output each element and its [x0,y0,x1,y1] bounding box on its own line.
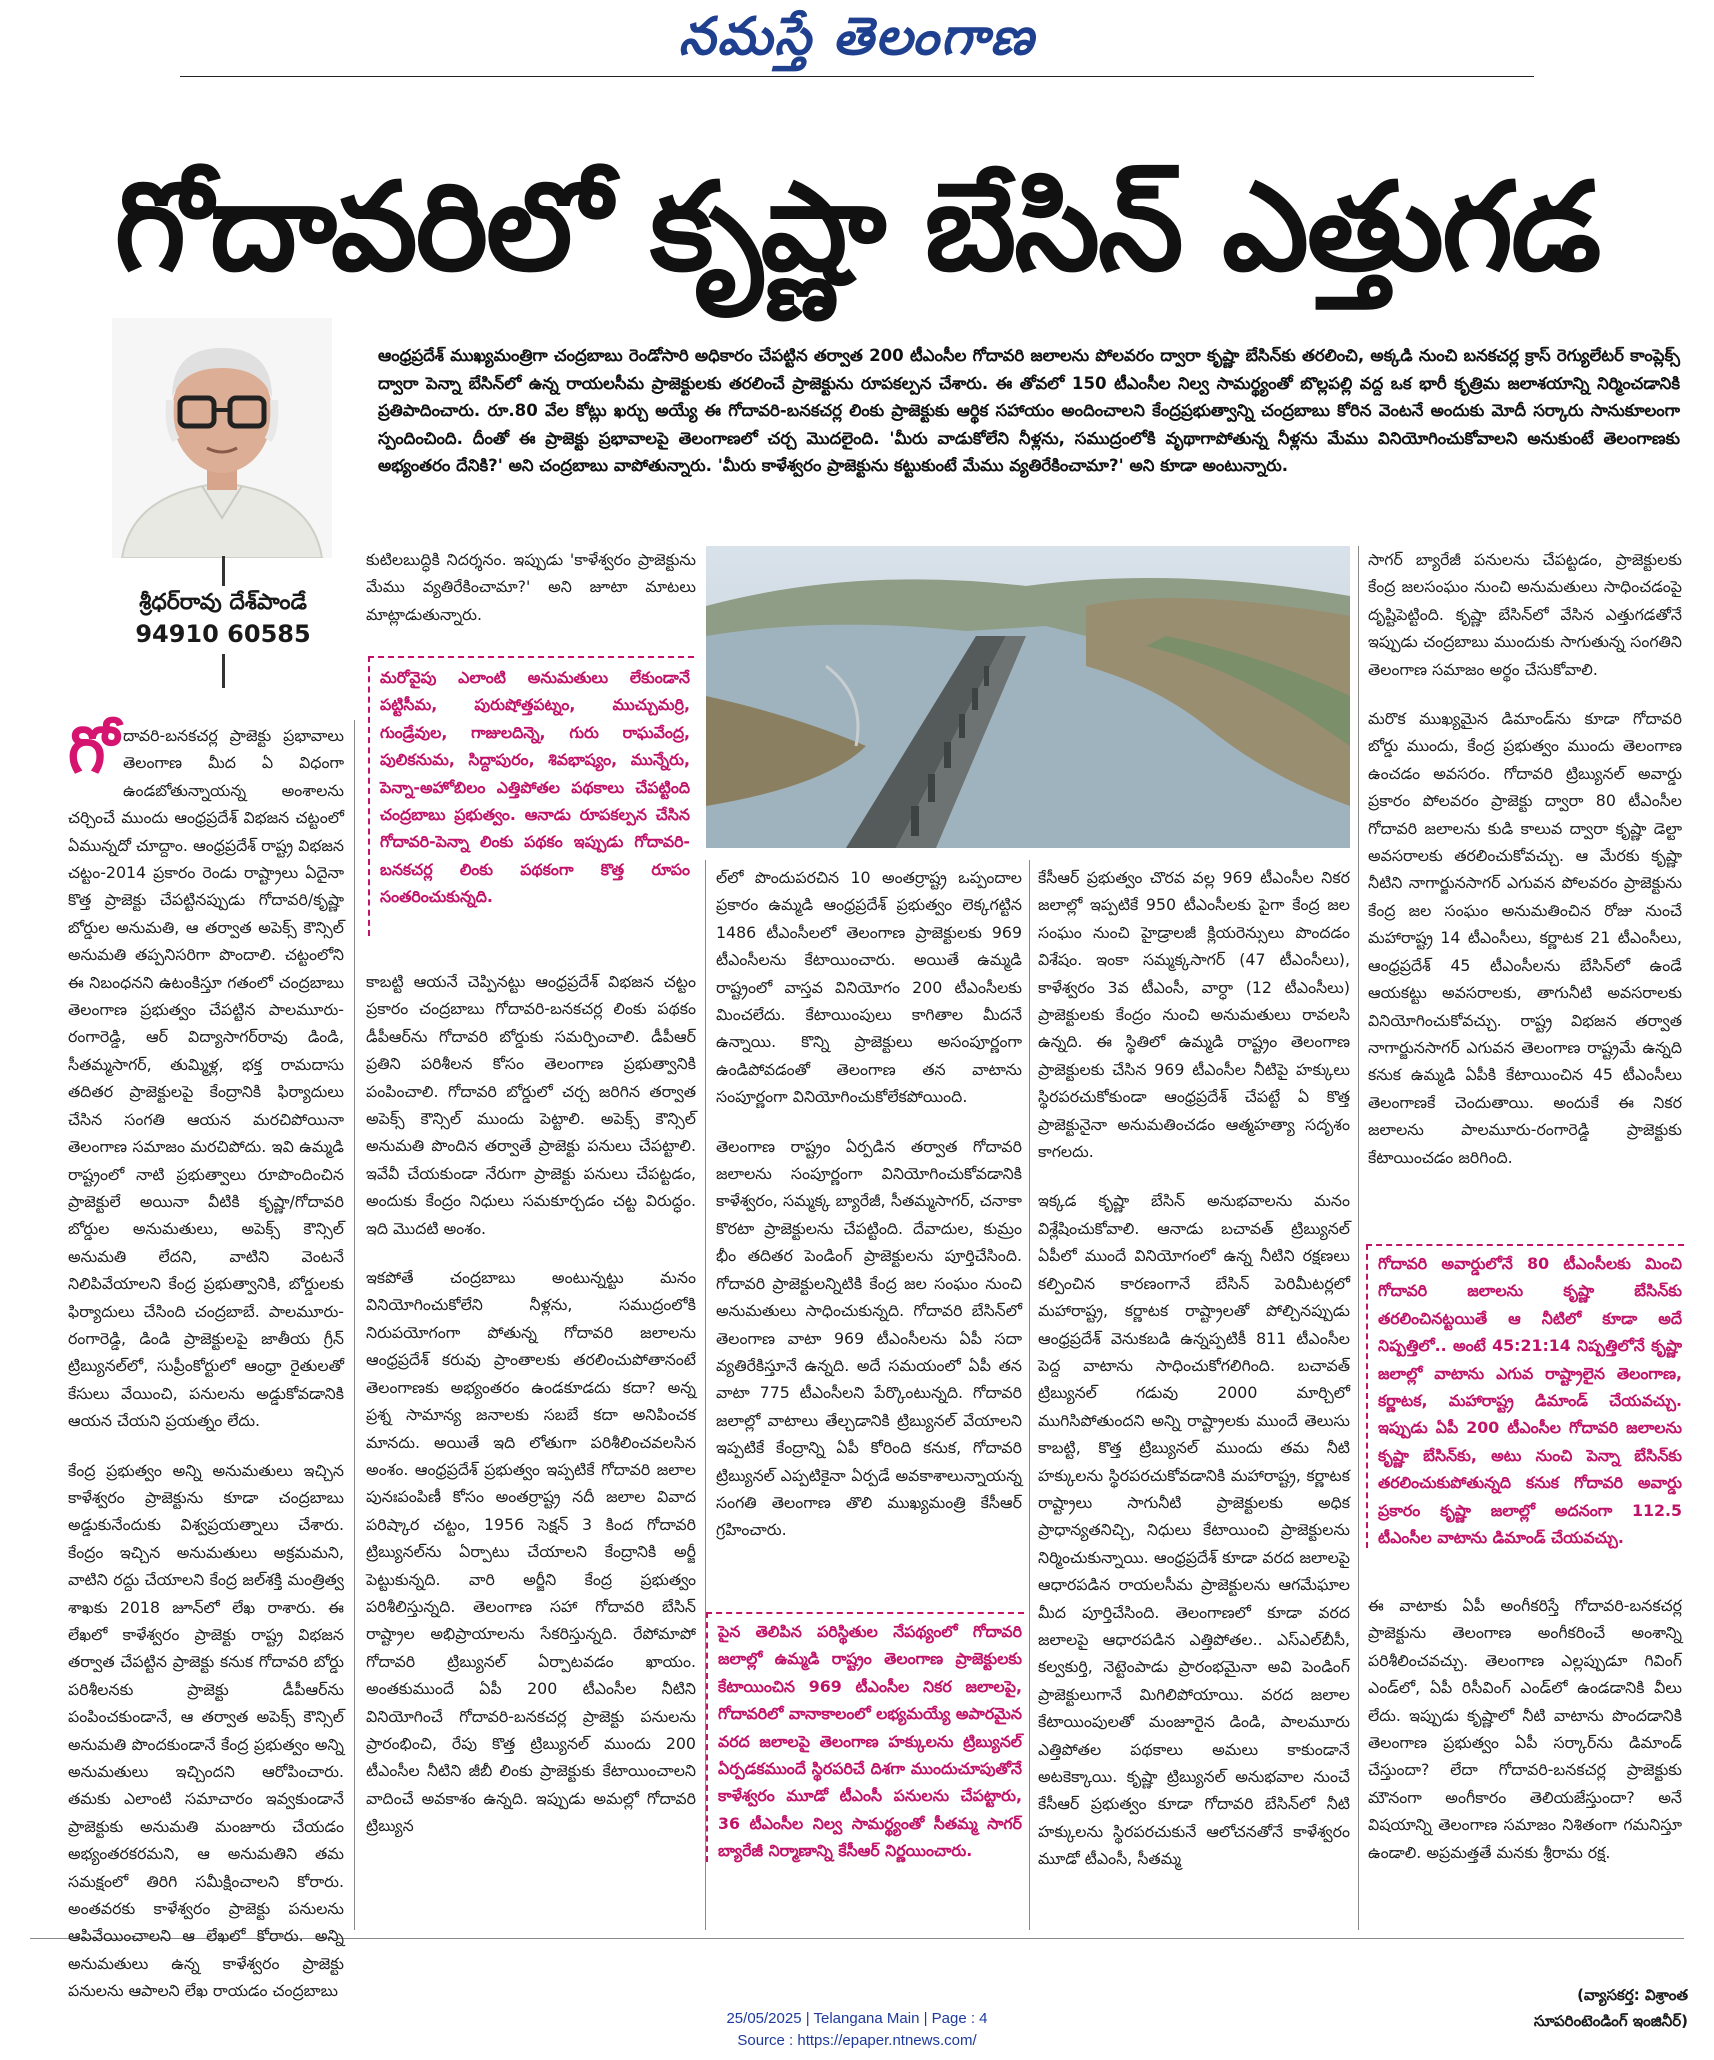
col1-paragraph-1 [68,714,344,1435]
article-column-1 [68,714,344,2005]
col2-paragraph-1: కాబట్టి ఆయనే చెప్పినట్టు ఆంధ్రప్రదేశ్ విభజన చట్టం ప్రకారం చంద్రబాబు గోదావరి-బనకచర్ల లింకు పథకం డీపీఆర్‌ను గోదావరి బోర్డుకు సమర్పించాలి. డీపీఆర్ ప్రతిని పరిశీలన కోసం తెలంగాణ ప్రభుత్వానికి పంపించాలి. గోదావరి బోర్డులో చర్చ జరిగిన తర్వాత అపెక్స్ కౌన్సిల్ ముందు పెట్టాలి. అపెక్స్ కౌన్సిల్ అనుమతి పొందిన తర్వాతే ప్రాజెక్టు పనులు చేపట్టాలి. ఇవేవీ చేయకుండా నేరుగా ప్రాజెక్టు పనులు చేపట్టడం, అందుకు కేంద్రం నిధులు సమకూర్చడం చట్ట విరుద్ధం. ఇది మొదటి అంశం. [366,972,696,1238]
col4-paragraph-2: ఇక్కడ కృష్ణా బేసిన్ అనుభవాలను మనం విశ్లేషించుకోవాలి. ఆనాడు బచావత్ ట్రిబ్యునల్ ఏపీలో ముందే వినియోగంలో ఉన్న నీటిని రక్షణలు కల్పించిన కారణంగానే బేసిన్ పెరిమీటర్లలో మహారాష్ట్ర, కర్ణాటక రాష్ట్రాలతో పోల్చినప్పుడు ఆంధ్రప్రదేశ్ వెనుకబడి ఉన్నప్పటికీ 811 టీఎంసీల పెద్ద వాటాను సాధించుకోగలిగింది. బచావత్ ట్రిబ్యునల్ గడువు 2000 మార్చిలో ముగిసిపోతుందని అన్ని రాష్ట్రాలకు ముందే తెలుసు కాబట్టి, కొత్త ట్రిబ్యునల్ ముందు తమ నీటి హక్కులను స్థిరపరచుకోవడానికి మహారాష్ట్ర, కర్ణాటక రాష్ట్రాలు సాగునీటి ప్రాజెక్టులకు అధిక ప్రాధాన్యతనిచ్చి, నిధులు కేటాయించి ప్రాజెక్టులను నిర్మించుకున్నాయి. ఆంధ్రప్రదేశ్ కూడా వరద జలాలపై ఆధారపడిన రాయలసీమ ప్రాజెక్టులను ఆగమేఘాల మీద పూర్తిచేసింది. తెలంగాణలో కూడా వరద జలాలపై ఆధారపడిన ఎత్తిపోతల.. ఎస్ఎల్‌బీసీ, కల్వకుర్తి, నెట్టెంపాడు ప్రారంభమైనా అవి పెండింగ్ ప్రాజెక్టులుగానే మిగిలిపోయాయి. వరద జలాల కేటాయింపులతో మంజూరైన డిండి, పాలమూరు ఎత్తిపోతల పథకాలు అమలు కాకుండానే అటకెక్కాయి. కృష్ణా ట్రిబ్యునల్ అనుభవాల నుంచే కేసీఆర్ ప్రభుత్వం కూడా గోదావరి బేసిన్‌లో నీటి హక్కులను స్థిరపరచుకునే ఆలోచనతోనే కాళేశ్వరం మూడో టీఎంసీ, సీతమ్మ [1038,1191,1350,1869]
author-portrait-image [112,318,332,558]
news-photo-barrage [706,546,1350,848]
pullquote-col3: పైన తెలిపిన పరిస్థితుల నేపథ్యంలో గోదావరి జలాల్లో ఉమ్మడి రాష్ట్రం తెలంగాణ ప్రాజెక్టులకు కేటాయించిన 969 టీఎంసీల నికర జలాలపై, గోదావరిలో వానాకాలంలో లభ్యమయ్యే అపారమైన వరద జలాలపై తెలంగాణ హక్కులను ట్రిబ్యునల్ ఏర్పడకముందే స్థిరపరిచే దిశగా ముందుచూపుతోనే కాళేశ్వరం మూడో టీఎంసీ పనులను చేపట్టారు, 36 టీఎంసీల నిల్వ సామర్థ్యంతో సీతమ్మ సాగర్ బ్యారేజీ నిర్మాణాన్ని కేసీఆర్ నిర్ణయించారు. [718,1622,1022,1861]
col1-paragraph-2: కేంద్ర ప్రభుత్వం అన్ని అనుమతులు ఇచ్చిన కాళేశ్వరం ప్రాజెక్టును కూడా చంద్రబాబు అడ్డుకునేందుకు విశ్వప్రయత్నాలు చేశారు. కేంద్రం ఇచ్చిన అనుమతులు అక్రమమని, వాటిని రద్దు చేయాలని కేంద్ర జల్‌శక్తి మంత్రిత్వ శాఖకు 2018 జూన్‌లో లేఖ రాశారు. ఈ లేఖలో కాళేశ్వరం ప్రాజెక్టు రాష్ట్ర విభజన తర్వాత చేపట్టిన ప్రాజెక్టు కనుక గోదావరి బోర్డు పరిశీలనకు ప్రాజెక్టు డీపీఆర్‌ను పంపించకుండానే, ఆ తర్వాత అపెక్స్ కౌన్సిల్ అనుమతి పొందకుండానే కేంద్ర ప్రభుత్వం అన్ని అనుమతులు ఇచ్చిందని ఆరోపించారు. తమకు ఎలాంటి సమాచారం ఇవ్వకుండానే ప్రాజెక్టుకు అనుమతి మంజూరు చేయడం అభ్యంతరకరమని, ఆ అనుమతిని తమ సమక్షంలో తిరిగి సమీక్షించాలని కోరారు. అంతవరకు కాళేశ్వరం ప్రాజెక్టు పనులను ఆపివేయించాలని ఆ లేఖలో కోరారు. అన్ని అనుమతులు ఉన్న కాళేశ్వరం ప్రాజెక్టు పనులను ఆపాలని లేఖ రాయడం చంద్రబాబు [68,1460,344,2001]
pullquote-border [368,656,374,936]
footer-date-page: 25/05/2025 | Telangana Main | Page : 4 [726,2010,988,2027]
col5-paragraph-0: సాగర్ బ్యారేజీ పనులను చేపట్టడం, ప్రాజెక్టులకు కేంద్ర జలసంఘం నుంచి అనుమతులు సాధించడంపై దృష్టిపెట్టింది. కృష్ణా బేసిన్‌లో వేసిన ఎత్తుగడతోనే ఇప్పుడు చంద్రబాబు ముందుకు సాగుతున్న సంగతిని తెలంగాణ సమాజం అర్థం చేసుకోవాలి. [1368,550,1682,679]
drop-cap: గో [68,714,119,788]
author-phone: 94910 60585 [135,620,311,648]
article-column-2b [366,968,696,1840]
masthead-logo: నమస్తే తెలంగాణ [678,6,1036,67]
column-rule [1029,860,1030,1930]
credit-line-2: సూపరింటెండింగ్ ఇంజినీర్) [1533,2012,1688,2030]
credit-line-1: (వ్యాసకర్త: విశ్రాంత [1577,1986,1688,2004]
page-footer [0,2008,1714,2052]
col2-paragraph-0: కుటిలబుద్ధికి నిదర్శనం. ఇప్పుడు 'కాళేశ్వరం ప్రాజెక్టును మేము వ్యతిరేకించామా?' అని జూటా మాటలు మాట్లాడుతున్నారు. [366,550,696,624]
pullquote-col2: మరోవైపు ఎలాంటి అనుమతులు లేకుండానే పట్టిసీమ, పురుషోత్తపట్నం, ముచ్చుమర్రి, గుండ్రేవుల, గాజులదిన్నె, గురు రాఘవేంద్ర, పులికనుమ, సిద్దాపురం, శివభాష్యం, మున్నేరు, పెన్నా-అహోబిలం ఎత్తిపోతల పథకాలు చేపట్టింది చంద్రబాబు ప్రభుత్వం. ఆనాడు రూపకల్పన చేసిన గోదావరి-పెన్నా లింకు పథకం ఇప్పుడు గోదావరి- బనకచర్ల లింకు పథకంగా కొత్త రూపం సంతరించుకున్నది. [380,668,690,907]
article-column-4 [1038,864,1350,1873]
pullquote-border [1366,1244,1372,1548]
article-column-2 [366,546,696,628]
footer-source-link[interactable]: Source : https://epaper.ntnews.com/ [737,2032,977,2049]
pullquote-border [706,1612,712,1862]
column-rule [354,720,355,1930]
col2-paragraph-2: ఇకపోతే చంద్రబాబు అంటున్నట్టు మనం వినియోగించుకోలేని నీళ్లను, సముద్రంలోకి నిరుపయోగంగా పోతున్న గోదావరి జలాలను ఆంధ్రప్రదేశ్ కరువు ప్రాంతాలకు తరలించుపోతానంటే తెలంగాణకు అభ్యంతరం ఉండకూడదు కదా? అన్న ప్రశ్న సామాన్య జనాలకు సబబే కదా అనిపించక మానదు. అయితే ఇది లోతుగా పరిశీలించవలసిన అంశం. ఆంధ్రప్రదేశ్ ప్రభుత్వం ఇప్పటికే గోదావరి జలాల పునఃపంపిణీ కోసం అంతర్రాష్ట్ర నదీ జలాల వివాద పరిష్కార చట్టం, 1956 సెక్షన్ 3 కింద గోదావరి ట్రిబ్యునల్‌ను ఏర్పాటు చేయాలని కేంద్రానికి అర్జీ పెట్టుకున్నది. వారి అర్జీని కేంద్ర ప్రభుత్వం పరిశీలిస్తున్నది. తెలంగాణ సహా గోదావరి బేసిన్ రాష్ట్రాల అభిప్రాయాలను సేకరిస్తున్నది. రేపోమాపో గోదావరి ట్రిబ్యునల్ ఏర్పాటవడం ఖాయం. అంతకుముందే ఏపీ 200 టీఎంసీల నీటిని వినియోగించే గోదావరి-బనకచర్ల ప్రాజెక్టు పనులను ప్రారంభించి, రేపు కొత్త ట్రిబ్యునల్ ముందు 200 టీఎంసీల నీటిని జీబీ లింకు ప్రాజెక్టుకు కేటాయించాలని వాదించే అవకాశం ఉన్నది. ఇప్పుడు అమల్లో గోదావరి ట్రిబ్యున [366,1268,696,1836]
pullquote-col5: గోదావరి అవార్డులోనే 80 టీఎంసీలకు మించి గోదావరి జలాలను కృష్ణా బేసిన్‌కు తరలించినట్టయితే ఆ నీటిలో కూడా అదే నిష్పత్తిలో.. అంటే 45:21:14 నిష్పత్తిలోనే కృష్ణా జలాల్లో వాటాను ఎగువ రాష్ట్రాలైన తెలంగాణ, కర్ణాటక, మహారాష్ట్ర డిమాండ్ చేయవచ్చు. ఇప్పుడు ఏపీ 200 టీఎంసీల గోదావరి జలాలను కృష్ణా బేసిన్‌కు, అటు నుంచి పెన్నా బేసిన్‌కు తరలించుకుపోతున్నది కనుక గోదావరి అవార్డు ప్రకారం కృష్ణా జలాల్లో అదనంగా 112.5 టీఎంసీల వాటాను డిమాండ్ చేయవచ్చు. [1378,1254,1682,1548]
pullquote-border-top [368,656,694,658]
author-name: శ్రీధర్‌రావు దేశ్‌పాండే [139,590,307,615]
headline: గోదావరిలో కృష్ణా బేసిన్ ఎత్తుగడ [114,156,1600,298]
column-rule [1358,546,1359,1930]
pullquote-border-top [706,1612,1024,1614]
byline-stub-line [222,654,225,688]
article-column-3 [716,864,1022,1544]
pullquote-border-top [1366,1244,1684,1246]
article-column-5b [1368,1592,1682,1866]
col5-paragraph-2: ఈ వాటాకు ఏపీ అంగీకరిస్తే గోదావరి-బనకచర్ల ప్రాజెక్టును తెలంగాణ అంగీకరించే అంశాన్ని పరిశీలించవచ్చు. తెలంగాణ ఎల్లప్పుడూ గివింగ్ ఎండ్‌లో, ఏపీ రిసీవింగ్ ఎండ్‌లో ఉండడానికి వీలు లేదు. ఇప్పుడు కృష్ణాలో నీటి వాటాను పొందడానికి తెలంగాణ ప్రభుత్వం ఏపీ సర్కార్‌ను డిమాండ్ చేస్తుందా? లేదా గోదావరి-బనకచర్ల ప్రాజెక్టుకు మౌనంగా అంగీకారం తెలియజేస్తుందా? అనే విషయాన్ని తెలంగాణ సమాజం నిశితంగా గమనిస్తూ ఉండాలి. అప్రమత్తతే మనకు శ్రీరామ రక్ష. [1368,1596,1682,1862]
col3-paragraph-2: తెలంగాణ రాష్ట్రం ఏర్పడిన తర్వాత గోదావరి జలాలను సంపూర్ణంగా వినియోగించుకోవడానికి కాళేశ్వరం, సమ్మక్క బ్యారేజీ, సీతమ్మసాగర్, చనాకా కొరటా ప్రాజెక్టులను చేపట్టింది. దేవాదుల, కుమ్రం భీం తదితర పెండింగ్ ప్రాజెక్టులను పూర్తిచేసింది. గోదావరి ప్రాజెక్టులన్నిటికి కేంద్ర జల సంఘం నుంచి అనుమతులు సాధించుకున్నది. గోదావరి బేసిన్‌లో తెలంగాణ వాటా 969 టీఎంసీలను ఏపీ సదా వ్యతిరేకిస్తూనే ఉన్నది. అదే సమయంలో ఏపీ తన వాటా 775 టీఎంసీలని పేర్కొంటున్నది. గోదావరి జలాల్లో వాటాలు తేల్చడానికి ట్రిబ్యునల్ వేయాలని ఇప్పటికే కేంద్రాన్ని ఏపీ కోరింది కనుక, గోదావరి ట్రిబ్యునల్ ఎప్పటికైనా ఏర్పడే అవకాశాలున్నాయన్న సంగతి తెలంగాణ తొలి ముఖ్యమంత్రి కేసీఆర్ గ్రహించారు. [716,1136,1022,1540]
masthead-rule [180,76,1534,77]
col1-text-1: దావరి-బనకచర్ల ప్రాజెక్టు ప్రభావాలు తెలంగాణ మీద ఏ విధంగా ఉండబోతున్నాయన్న అంశాలను చర్చించే ముందు ఆంధ్రప్రదేశ్ విభజన చట్టంలో ఏమున్నదో చూద్దాం. ఆంధ్రప్రదేశ్ రాష్ట్ర విభజన చట్టం-2014 ప్రకారం రెండు రాష్ట్రాలు ఏదైనా కొత్త ప్రాజెక్టు చేపట్టినప్పుడు గోదావరి/కృష్ణా బోర్డుల అనుమతి, ఆ తర్వాత అపెక్స్ కౌన్సిల్ అనుమతి తప్పనిసరిగా పొందాలి. చట్టంలోని ఈ నిబంధనని ఉటంకిస్తూ గతంలో చంద్రబాబు తెలంగాణ ప్రభుత్వం చేపట్టిన పాలమూరు-రంగారెడ్డి, ఆర్ విద్యాసాగర్‌రావు డిండి, సీతమ్మసాగర్, తుమ్మిళ్ల, భక్త రామదాసు తదితర ప్రాజెక్టులపై కేంద్రానికి ఫిర్యాదులు చేసిన సంగతి ఆయన మరచిపోయినా తెలంగాణ సమాజం మరచిపోదు. ఇవి ఉమ్మడి రాష్ట్రంలో నాటి ప్రభుత్వాలు రూపొందించిన ప్రాజెక్టులే అయినా వీటికి కృష్ణా/గోదావరి బోర్డుల అనుమతులు, అపెక్స్ కౌన్సిల్ అనుమతి లేదని, వాటిని వెంటనే నిలిపివేయాలని కేంద్ర ప్రభుత్వానికి, బోర్డులకు ఫిర్యాదులు చేసింది చంద్రబాబే. పాలమూరు-రంగారెడ్డి, డిండి ప్రాజెక్టులపై జాతీయ గ్రీన్ ట్రిబ్యునల్‌లో, సుప్రీంకోర్టులో ఆంధ్రా రైతులతో కేసులు వేయించి, పనులను అడ్డుకోవడానికి ఆయన చేయని ప్రయత్నం లేదు. [68,726,344,1431]
col4-paragraph-1: కేసీఆర్ ప్రభుత్వం చొరవ వల్ల 969 టీఎంసీల నికర జలాల్లో ఇప్పటికే 950 టీఎంసీలకు పైగా కేంద్ర జల సంఘం నుంచి హైడ్రాలజీ క్లియరెన్సులు పొందడం విశేషం. ఇంకా సమ్మక్కసాగర్ (47 టీఎంసీలు), కాళేశ్వరం 3వ టీఎంసీ, వార్ధా (12 టీఎంసీలు) ప్రాజెక్టులకు కేంద్రం నుంచి అనుమతులు రావలసి ఉన్నది. ఈ స్థితిలో ఉమ్మడి రాష్ట్రం తెలంగాణ ప్రాజెక్టులకు చేసిన 969 టీఎంసీల నీటిపై హక్కులు స్థిరపరచుకోకుండా ఆంధ్రప్రదేశ్ చేపట్టే ఏ కొత్త ప్రాజెక్టునైనా అనుమతించడం ఆత్మహత్యా సదృశం కాగలదు. [1038,868,1350,1162]
col3-paragraph-1: ల్‌లో పొందుపరచిన 10 అంతర్రాష్ట్ర ఒప్పందాల ప్రకారం ఉమ్మడి ఆంధ్రప్రదేశ్ ప్రభుత్వం లెక్కగట్టిన 1486 టీఎంసీలలో తెలంగాణ ప్రాజెక్టులకు 969 టీఎంసీలను కేటాయించారు. అయితే ఉమ్మడి రాష్ట్రంలో వాస్తవ వినియోగం 200 టీఎంసీలకు మించలేదు. కేటాయింపులు కాగితాల మీదనే ఉన్నాయి. కొన్ని ప్రాజెక్టులు అసంపూర్ణంగా ఉండిపోవడంతో తెలంగాణ తన వాటాను సంపూర్ణంగా వినియోగించుకోలేకపోయింది. [716,868,1022,1107]
photo-stub-line [222,556,225,586]
col5-paragraph-1: మరొక ముఖ్యమైన డిమాండ్‌ను కూడా గోదావరి బోర్డు ముందు, కేంద్ర ప్రభుత్వం ముందు తెలంగాణ ఉంచడం అవసరం. గోదావరి ట్రిబ్యునల్ అవార్డు ప్రకారం పోలవరం ప్రాజెక్టు ద్వారా 80 టీఎంసీల గోదావరి జలాలను కుడి కాలువ ద్వారా కృష్ణా డెల్టా అవసరాలకు తరలించుకోవచ్చు. ఆ మేరకు కృష్ణా నీటిని నాగార్జునసాగర్ ఎగువన పోలవరం ప్రాజెక్టును కేంద్ర జల సంఘం అనుమతించిన రోజు నుంచే మహారాష్ట్ర 14 టీఎంసీలు, కర్ణాటక 21 టీఎంసీలు, ఆంధ్రప్రదేశ్ 45 టీఎంసీలను బేసిన్‌లో ఉండే ఆయకట్టు అవసరాలకు, తాగునీటి అవసరాలకు వినియోగించుకోవచ్చు. రాష్ట్ర విభజన తర్వాత నాగార్జునసాగర్ ఎగువన తెలంగాణ రాష్ట్రమే ఉన్నది కనుక ఉమ్మడి ఏపీకి కేటాయించిన 45 టీఎంసీలు తెలంగాణకే చెందుతాయి. అందుకే ఈ నికర జలాలను పాలమూరు-రంగారెడ్డి ప్రాజెక్టుకు కేటాయించడం జరిగింది. [1368,709,1682,1167]
intro-paragraph: ఆంధ్రప్రదేశ్ ముఖ్యమంత్రిగా చంద్రబాబు రెండోసారి అధికారం చేపట్టిన తర్వాత 200 టీఎంసీల గోదావరి జలాలను పోలవరం ద్వారా కృష్ణా బేసిన్‌కు తరలించి, అక్కడి నుంచి బనకచర్ల క్రాస్ రెగ్యులేటర్ కాంప్లెక్స్ ద్వారా పెన్నా బేసిన్‌లో ఉన్న రాయలసీమ ప్రాజెక్టులకు తరలించే ప్రాజెక్టును రూపకల్పన చేశారు. ఈ తోవలో 150 టీఎంసీల నిల్వ సామర్థ్యంతో బొల్లపల్లి వద్ద ఒక భారీ కృత్రిమ జలాశయాన్ని నిర్మించడానికి ప్రతిపాదించారు. రూ.80 వేల కోట్లు ఖర్చు అయ్యే ఈ గోదావరి-బనకచర్ల లింకు ప్రాజెక్టుకు ఆర్థిక సహాయం అందించాలని కేంద్రప్రభుత్వాన్ని చంద్రబాబు కోరిన వెంటనే అందుకు మోదీ సర్కారు సానుకూలంగా స్పందించింది. దీంతో ఈ ప్రాజెక్టు ప్రభావాలపై తెలంగాణలో చర్చ మొదలైంది. 'మీరు వాడుకోలేని నీళ్లను, సముద్రంలోకి వృథాగాపోతున్న నీళ్లను మేము వినియోగించుకోవాలని అనుకుంటే తెలంగాణకు అభ్యంతరం దేనికి?' అని చంద్రబాబు వాపోతున్నారు. 'మీరు కాళేశ్వరం ప్రాజెక్టును కట్టుకుంటే మేము వ్యతిరేకించామా?' అని కూడా అంటున్నారు. [378,346,1680,475]
author-photo [112,318,332,558]
barrage-photo-image [706,546,1350,848]
article-column-5 [1368,546,1682,1171]
